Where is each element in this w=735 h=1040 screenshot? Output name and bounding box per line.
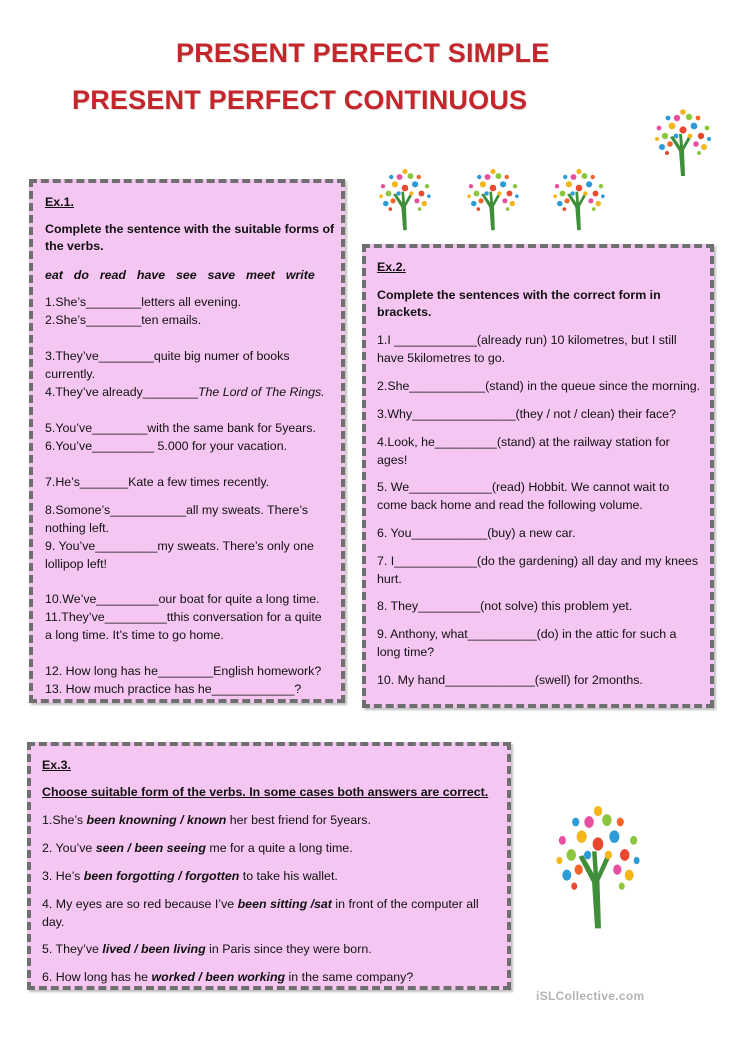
exercise-item: 1.She’s been knowning / known her best friend for 5years. [42,813,371,827]
exercise-item: 2. You’ve seen / been seeing me for a quite a long time. [42,841,353,855]
exercise-item: 9. You’ve_________my sweats. There’s only one [45,539,314,553]
exercise-item: 5.You’ve________with the same bank for 5years. [45,421,316,435]
exercise-item: 9. Anthony, what__________(do) in the attic for such a [377,627,677,641]
page-title: PRESENT PERFECT SIMPLE [176,38,550,68]
exercise-item: 2.She’s________ten emails. [45,313,202,327]
exercise-item: lollipop left! [45,557,107,571]
book-title: The Lord of The Rings. [197,385,325,399]
exercise-item: hurt. [377,572,402,586]
exercise-item: nothing left. [45,521,110,535]
exercise-item: day. [42,915,65,929]
exercise-item: 3.Why_______________(they / not / clean) their face? [377,407,676,421]
exercise-item: 6. You___________(buy) a new car. [377,526,576,540]
page-subtitle: PRESENT PERFECT CONTINUOUS [72,85,528,115]
flower-tree-icon [648,106,718,178]
exercise-item: 6. How long has he worked / been working in the same company? [42,970,414,984]
exercise-item: 4.Look, he_________(stand) at the railway station for [377,435,670,449]
exercise-1-box [29,179,345,703]
flower-tree-icon [546,800,650,932]
exercise-label: Ex.2. [377,260,406,274]
exercise-item: 4.They’ve already________The Lord of The Rings. [45,385,325,399]
flower-tree-icon [546,166,612,232]
exercise-item: 13. How much practice has he____________? [45,682,302,696]
exercise-item: 8. They_________(not solve) this problem yet. [377,599,633,613]
exercise-instruction: Choose suitable form of the verbs. In some cases both answers are correct. [42,785,489,799]
exercise-item: 12. How long has he________English homework? [45,664,322,678]
exercise-item: have 5kilometres to go. [377,351,506,365]
flower-tree-icon [372,166,438,232]
flower-tree-icon [460,166,526,232]
exercise-item: 8.Somone’s___________all my sweats. There’s [45,503,309,517]
exercise-label: Ex.3. [42,758,71,772]
exercise-instruction: Complete the sentence with the suitable forms of [45,222,335,236]
exercise-item: currently. [45,367,96,381]
exercise-item: 10.We’ve_________our boat for quite a long time. [45,592,320,606]
exercise-item: ages! [377,453,408,467]
exercise-item: 1.She’s________letters all evening. [45,295,242,309]
exercise-instruction: the verbs. [45,239,104,253]
exercise-instruction: brackets. [377,305,432,319]
exercise-item: 10. My hand_____________(swell) for 2months. [377,673,643,687]
exercise-item: come back home and read the following volume. [377,498,643,512]
exercise-3-box [27,742,511,990]
exercise-item: 3. He’s been forgotting / forgotten to take his wallet. [42,869,338,883]
exercise-instruction: Complete the sentences with the correct form in [377,288,661,302]
exercise-item: 6.You’ve_________ 5.000 for your vacation. [45,439,288,453]
exercise-item: 2.She___________(stand) in the queue since the morning. [377,379,701,393]
exercise-item: 11.They’ve_________tthis conversation for a quite [45,610,322,624]
exercise-item: 7.He’s_______Kate a few times recently. [45,475,270,489]
verb-list: eat do read have see save meet write [45,268,315,282]
exercise-2-box [362,244,714,708]
watermark: iSLCollective.com [536,989,645,1003]
exercise-item: 3.They’ve________quite big numer of books [45,349,290,363]
exercise-item: 5. They’ve lived / been living in Paris since they were born. [42,942,372,956]
exercise-item: 4. My eyes are so red because I’ve been sitting /sat in front of the computer all [42,897,479,911]
exercise-item: 7. I____________(do the gardening) all day and my knees [377,554,699,568]
exercise-item: 1.I ____________(already run) 10 kilometres, but I still [377,333,677,347]
exercise-item: a long time. It’s time to go home. [45,628,224,642]
exercise-item: long time? [377,645,435,659]
exercise-item: 5. We____________(read) Hobbit. We cannot wait to [377,480,670,494]
exercise-label: Ex.1. [45,195,74,209]
